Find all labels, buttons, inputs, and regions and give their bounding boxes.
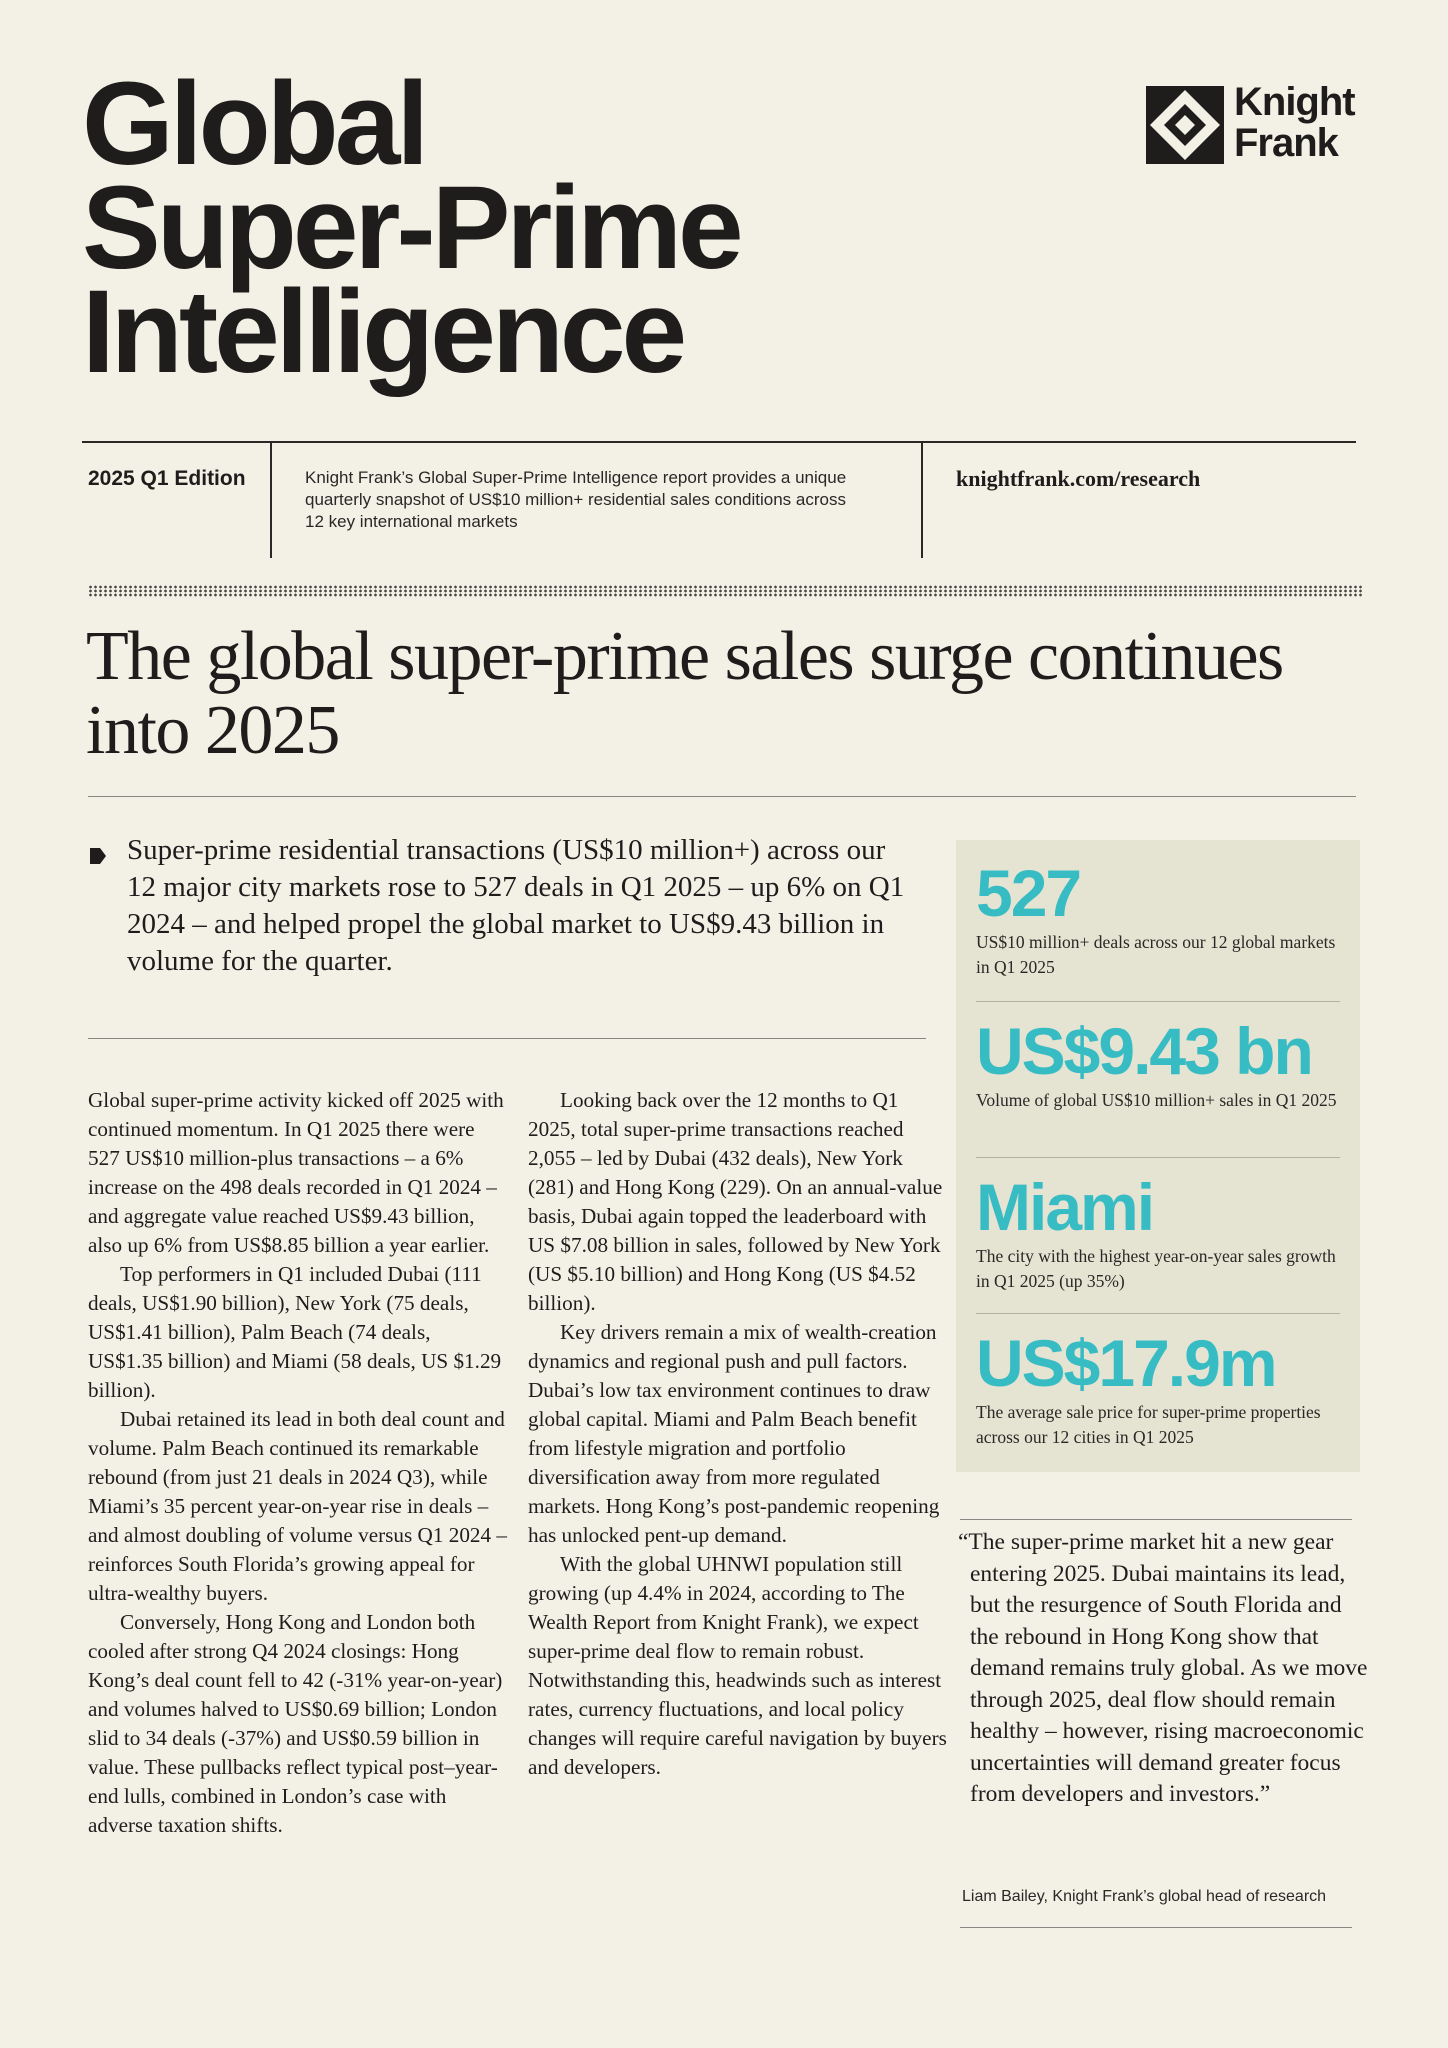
knight-frank-logo xyxy=(1146,80,1366,168)
stat-deals xyxy=(976,856,1340,980)
article-headline: The global super-prime sales surge continues into 2025 xyxy=(86,618,1283,769)
body-paragraph: Top performers in Q1 included Dubai (111 deals, US$1.90 billion), New York (75 deals, US$1.41 billion), Palm Beach (74 deals, US$1.35 billion) and Miami (58 deals, US $1.29 billion). xyxy=(88,1262,502,1402)
body-paragraph: Conversely, Hong Kong and London both cooled after strong Q4 2024 closings: Hong Kong’s deal count fell to 42 (-31% year-on-year) and volumes halved to US$0.69 billion; London slid to 34 deals (-37%) and US$0.59 billion in value. These pullbacks reflect typical post–year-end lulls, combined in London’s case with adverse taxation shifts. xyxy=(88,1610,503,1837)
info-band-top-rule xyxy=(82,441,1356,443)
logo-wordmark xyxy=(1234,82,1355,164)
info-band-divider-1 xyxy=(270,442,272,558)
stat-volume xyxy=(976,1014,1340,1113)
stat-description: US$10 million+ deals across our 12 global markets in Q1 2025 xyxy=(976,932,1336,977)
body-column-2 xyxy=(528,1086,948,1782)
stat-description: Volume of global US$10 million+ sales in Q1 2025 xyxy=(976,1090,1337,1110)
quote-attribution: Liam Bailey, Knight Frank’s global head of research xyxy=(962,1888,1327,1905)
report-intro: Knight Frank’s Global Super-Prime Intelligence report provides a unique quarterly snapshot of US$10 million+ residential sales conditions across 12 key international markets xyxy=(305,468,847,531)
body-column-1 xyxy=(88,1086,508,1840)
key-stats-panel xyxy=(956,840,1360,1472)
body-paragraph: Global super-prime activity kicked off 2025 with continued momentum. In Q1 2025 there were 527 US$10 million-plus transactions – a 6% increase on the 498 deals recorded in Q1 2024 – and aggregate value reached US$9.43 billion, also up 6% from US$8.85 billion a year earlier. xyxy=(88,1088,504,1257)
stat-top-city xyxy=(976,1170,1340,1294)
stat-divider xyxy=(976,1313,1340,1314)
info-band-divider-2 xyxy=(921,442,923,558)
knight-frank-checker-icon xyxy=(1146,86,1224,164)
body-paragraph: Dubai retained its lead in both deal count and volume. Palm Beach continued its remarkable rebound (from just 21 deals in 2024 Q3), while Miami’s 35 percent year-on-year rise in deals – and almost doubling of volume versus Q1 2024 – reinforces South Florida’s growing appeal for ultra-wealthy buyers. xyxy=(88,1407,508,1605)
body-paragraph: Looking back over the 12 months to Q1 2025, total super-prime transactions reached 2,055 – led by Dubai (432 deals), New York (281) and Hong Kong (229). On an annual-value basis, Dubai again topped the leaderboard with US $7.08 billion in sales, followed by New York (US $5.10 billion) and Hong Kong (US $4.52 billion). xyxy=(528,1088,943,1315)
stat-divider xyxy=(976,1157,1340,1158)
body-paragraph: With the global UHNWI population still growing (up 4.4% in 2024, according to The Wealth Report from Knight Frank), we expect super-prime deal flow to remain robust. Notwithstanding this, headwinds such as interest rates, currency fluctuations, and local policy changes will require careful navigation by buyers and developers. xyxy=(528,1552,947,1779)
quote-bottom-rule xyxy=(960,1927,1352,1928)
stat-value: US$9.43 bn xyxy=(976,1014,1312,1088)
stat-divider xyxy=(976,1001,1340,1002)
stat-average-price xyxy=(976,1326,1340,1450)
bullet-arrow-icon xyxy=(88,846,108,866)
quote-top-rule xyxy=(960,1519,1352,1520)
report-title-line-1: Global xyxy=(82,58,426,190)
logo-wordmark-line-2: Frank xyxy=(1234,121,1338,165)
lead-paragraph: Super-prime residential transactions (US$10 million+) across our 12 major city markets rose to 527 deals in Q1 2025 – up 6% on Q1 2024 – and helped propel the global market to US$9.43 billion in volume for the quarter. xyxy=(127,834,905,977)
pull-quote: “The super-prime market hit a new gear entering 2025. Dubai maintains its lead, but the resurgence of South Florida and the rebound in Hong Kong show that demand remains truly global. As we move through 2025, deal flow should remain healthy – however, rising macroeconomic uncertainties will demand greater focus from developers and investors.” xyxy=(958,1529,1368,1807)
stat-value: US$17.9m xyxy=(976,1326,1276,1400)
stat-description: The average sale price for super-prime properties across our 12 cities in Q1 2025 xyxy=(976,1402,1321,1447)
dotted-divider xyxy=(88,585,1362,597)
headline-rule xyxy=(88,796,1356,797)
report-title xyxy=(82,58,982,398)
body-paragraph: Key drivers remain a mix of wealth-creation dynamics and regional push and pull factors. Dubai’s low tax environment continues to draw global capital. Miami and Palm Beach benefit from lifestyle migration and portfolio diversification away from more regulated markets. Hong Kong’s post-pandemic reopening has unlocked pent-up demand. xyxy=(528,1320,940,1547)
report-title-line-2: Super-Prime xyxy=(82,162,740,294)
report-title-line-3: Intelligence xyxy=(82,266,684,398)
edition-label: 2025 Q1 Edition xyxy=(88,467,246,490)
logo-wordmark-line-1: Knight xyxy=(1234,80,1355,124)
stat-description: The city with the highest year-on-year sales growth in Q1 2025 (up 35%) xyxy=(976,1246,1336,1291)
stat-value: 527 xyxy=(976,856,1081,930)
lead-rule xyxy=(88,1038,926,1039)
website-link[interactable]: knightfrank.com/research xyxy=(956,466,1201,491)
stat-value: Miami xyxy=(976,1170,1154,1244)
